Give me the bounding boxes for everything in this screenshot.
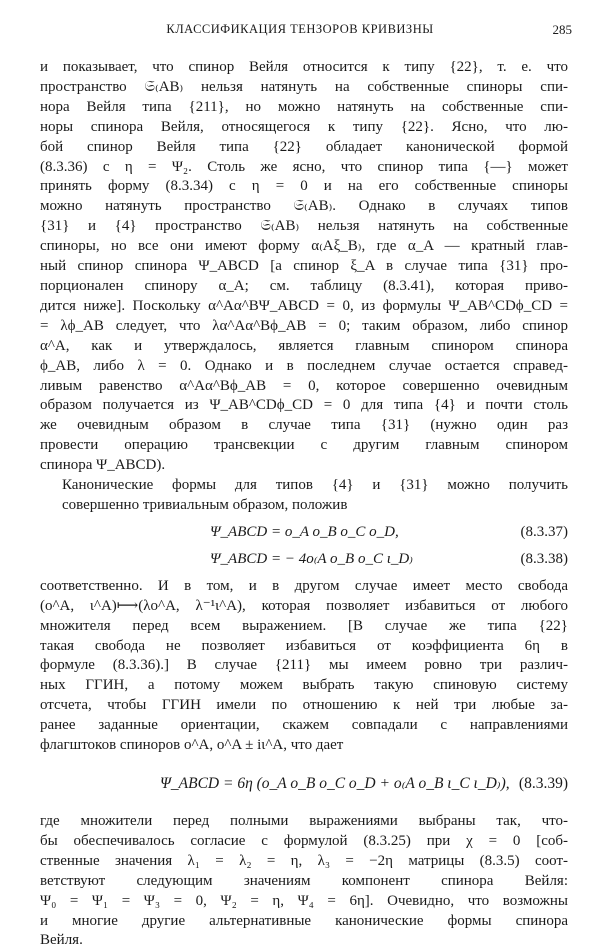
equation-8-3-39 xyxy=(40,770,568,798)
page-number: 285 xyxy=(552,22,572,37)
text-line: ный спинор спинора Ψ_ABCD [а спинор ξ_A в случае типа {31} про- xyxy=(40,258,568,275)
text-line: Вейля. xyxy=(40,932,83,949)
text-line: образом получается из Ψ_AB^CDϕ_CD = 0 для типа {4} и почти столь xyxy=(40,397,568,414)
text-line: (o^A, ι^A)⟼(λo^A, λ⁻¹ι^A), которая позволяет избавиться от любого xyxy=(40,597,568,614)
text-line: нора Вейля типа {211}, но можно натянуть на собственные спи- xyxy=(40,98,568,115)
text-line: (8.3.36) с η = Ψ₂. Столь же ясно, что спинор типа {—} может xyxy=(40,158,568,175)
text-line: ных ГГИН, а потому можем выбрать такую спиновую систему xyxy=(40,677,568,694)
text-line: принять форму (8.3.34) с η = 0 и на его собственные спиноры xyxy=(40,178,568,195)
equation-8-3-37 xyxy=(40,523,568,545)
text-line: ранее заданные ориентации, скажем совпадали с направлениями xyxy=(40,717,568,734)
text-line: α^A, как и утверждалось, является главным спинором спинора xyxy=(40,337,568,354)
text-line: бой спинор Вейля типа {22} обладает канонической формой xyxy=(40,138,568,155)
paragraph-2 xyxy=(40,476,568,516)
paragraph-3 xyxy=(40,577,568,756)
text-line: {31} и {4} пространство 𝔖₍AB₎ нельзя натянуть на собственные xyxy=(40,218,568,235)
body-text xyxy=(40,58,568,951)
text-line: бы обеспечивалось согласие с формулой (8.3.25) при χ = 0 [соб- xyxy=(40,832,568,849)
text-line: можно натянуть пространство 𝔖₍AB₎. Однако в случаях типов xyxy=(40,198,568,215)
text-line: Ψ₀ = Ψ₁ = Ψ₃ = 0, Ψ₂ = η, Ψ₄ = 6η]. Очевидно, что возможны xyxy=(40,892,568,909)
text-line: ственные значения λ₁ = λ₂ = η, λ₃ = −2η матрицы (8.3.5) соот- xyxy=(40,852,568,869)
text-line: отсчета, чтобы ГГИН имели по отношению к ней три любые за- xyxy=(40,697,568,714)
equation-number: (8.3.38) xyxy=(520,550,568,567)
running-head: КЛАССИФИКАЦИЯ ТЕНЗОРОВ КРИВИЗНЫ xyxy=(166,22,434,36)
text-line: дится ниже]. Поскольку α^Aα^BΨ_ABCD = 0, из формулы Ψ_AB^CDϕ_CD = xyxy=(40,297,568,314)
page-header xyxy=(0,22,600,44)
text-line: совершенно тривиальным образом, положив xyxy=(62,496,348,513)
text-line: и многие другие альтернативные канонические формы спинора xyxy=(40,912,568,929)
text-line: где множители перед полными выражениями выбраны так, что- xyxy=(40,813,568,829)
equation-formula: Ψ_ABCD = o_A o_B o_C o_D, xyxy=(210,523,399,540)
text-line: и показывает, что спинор Вейля относится к типу {22}, т. е. что xyxy=(40,59,568,75)
text-line: порционален спинору α_A; см. таблицу (8.3.41), которая приво- xyxy=(40,277,568,294)
text-line: провести операцию трансвекции с другим главным спинором xyxy=(40,437,568,454)
text-line: = λϕ_AB следует, что λα^Aα^Bϕ_AB = 0; таким образом, либо спинор xyxy=(40,317,568,334)
text-line: ϕ_AB, либо λ = 0. Однако и в последнем случае остается справед- xyxy=(40,357,568,374)
equation-formula: Ψ_ABCD = 6η (o_A o_B o_C o_D + o₍A o_B ι_C ι_D₎), xyxy=(160,775,510,792)
text-line: ливым равенство α^Aα^Bϕ_AB = 0, которое совершенно очевидным xyxy=(40,377,568,394)
equation-number: (8.3.37) xyxy=(520,523,568,540)
paragraph-1 xyxy=(40,58,568,476)
text-line: же очевидным образом в случае типа {31} (нужно один раз xyxy=(40,417,568,434)
text-line: формуле (8.3.36).] В случае {211} мы имеем ровно три различ- xyxy=(40,657,568,674)
text-line: множителя перед всем выражением. [В случае же типа {22} xyxy=(40,617,568,634)
text-line: спиноры, но все они имеют форму α₍Aξ_B₎, где α_A — кратный глав- xyxy=(40,238,568,255)
text-line: ветствуют следующим значениям компонент спинора Вейля: xyxy=(40,872,568,889)
equation-number: (8.3.39) xyxy=(518,775,568,792)
equation-formula: Ψ_ABCD = − 4o₍A o_B o_C ι_D₎ xyxy=(210,550,413,567)
text-line: Канонические формы для типов {4} и {31} можно получить xyxy=(62,477,568,494)
text-line: спинора Ψ_ABCD). xyxy=(40,457,166,474)
paragraph-4 xyxy=(40,812,568,951)
equation-8-3-38 xyxy=(40,550,568,572)
text-line: норы спинора Вейля, относящегося к типу {22}. Ясно, что лю- xyxy=(40,118,568,135)
text-line: соответственно. И в том, и в другом случае имеет место свобода xyxy=(40,577,568,594)
text-line: флагштоков спиноров o^A, o^A ± iι^A, что дает xyxy=(40,737,344,754)
text-line: пространство 𝔖₍AB₎ нельзя натянуть на собственные спиноры спи- xyxy=(40,78,568,95)
text-line: такая свобода не позволяет избавиться от коэффициента 6η в xyxy=(40,637,568,654)
